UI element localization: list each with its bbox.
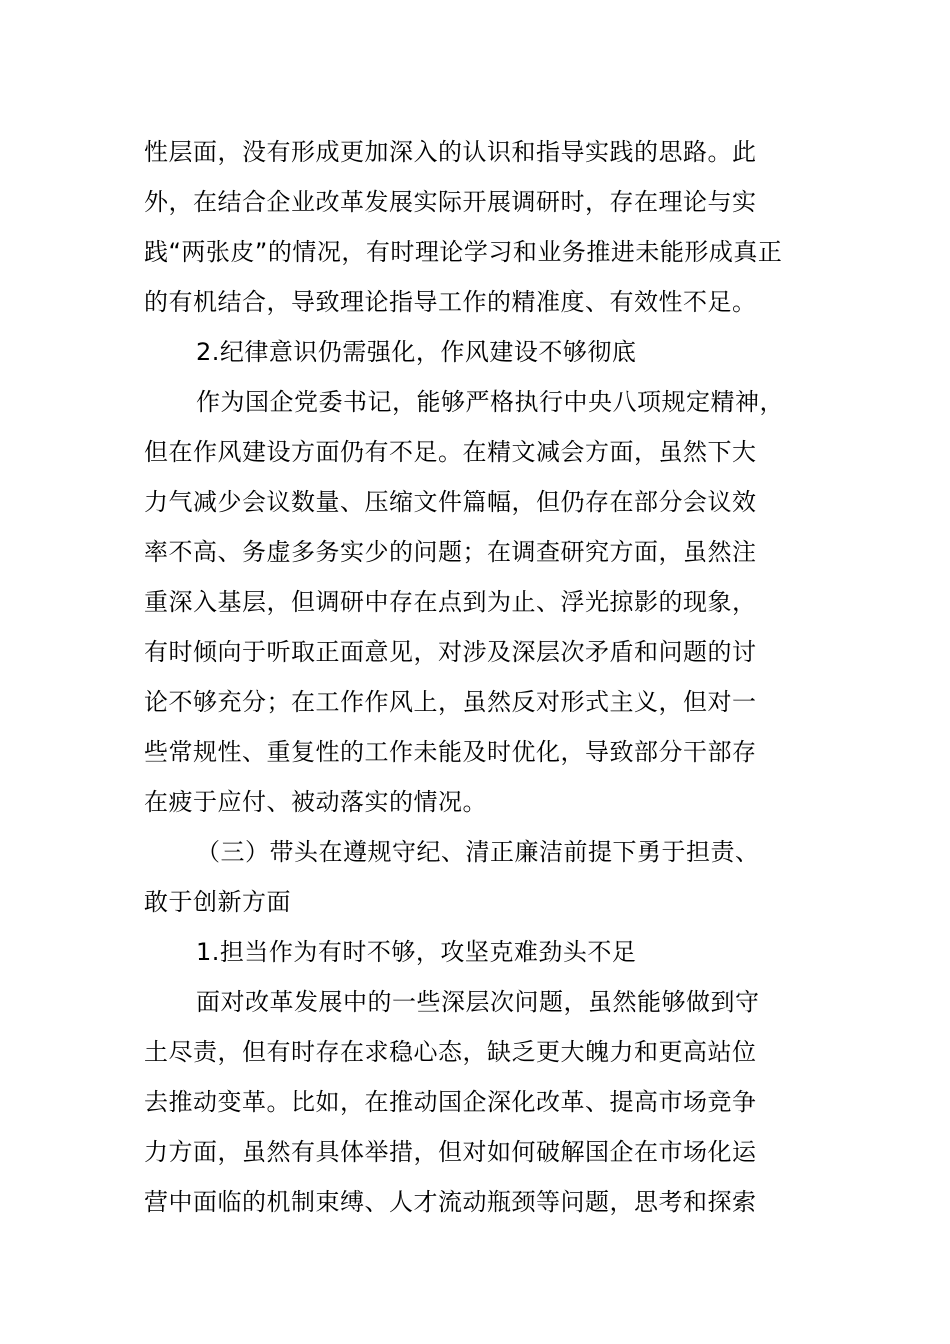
section-heading: （三）带头在遵规守纪、清正廉洁前提下勇于担责、	[196, 838, 760, 866]
paragraph-line: 外，在结合企业改革发展实际开展调研时，存在理论与实	[144, 188, 757, 216]
paragraph-line: 性层面，没有形成更加深入的认识和指导实践的思路。此	[144, 138, 757, 166]
paragraph-line: 力气减少会议数量、压缩文件篇幅，但仍存在部分会议效	[144, 488, 757, 516]
section-heading: 敢于创新方面	[144, 888, 291, 916]
paragraph-line: 土尽责，但有时存在求稳心态，缺乏更大魄力和更高站位	[144, 1038, 757, 1066]
paragraph-line: 的有机结合，导致理论指导工作的精准度、有效性不足。	[144, 288, 757, 316]
paragraph-line: 作为国企党委书记，能够严格执行中央八项规定精神，	[196, 388, 784, 416]
paragraph-line: 些常规性、重复性的工作未能及时优化，导致部分干部存	[144, 738, 757, 766]
section-heading: 1.担当作为有时不够，攻坚克难劲头不足	[196, 938, 637, 966]
paragraph-line: 重深入基层，但调研中存在点到为止、浮光掠影的现象，	[144, 588, 757, 616]
section-heading: 2.纪律意识仍需强化，作风建设不够彻底	[196, 338, 637, 366]
paragraph-line: 践“两张皮”的情况，有时理论学习和业务推进未能形成真正	[144, 238, 783, 266]
paragraph-line: 力方面，虽然有具体举措，但对如何破解国企在市场化运	[144, 1138, 757, 1166]
paragraph-line: 但在作风建设方面仍有不足。在精文减会方面，虽然下大	[144, 438, 757, 466]
paragraph-line: 有时倾向于听取正面意见，对涉及深层次矛盾和问题的讨	[144, 638, 757, 666]
paragraph-line: 在疲于应付、被动落实的情况。	[144, 788, 487, 816]
paragraph-line: 率不高、务虚多务实少的问题；在调查研究方面，虽然注	[144, 538, 757, 566]
paragraph-line: 面对改革发展中的一些深层次问题，虽然能够做到守	[196, 988, 760, 1016]
paragraph-line: 营中面临的机制束缚、人才流动瓶颈等问题，思考和探索	[144, 1188, 757, 1216]
paragraph-line: 论不够充分；在工作作风上，虽然反对形式主义，但对一	[144, 688, 757, 716]
paragraph-line: 去推动变革。比如，在推动国企深化改革、提高市场竞争	[144, 1088, 757, 1116]
